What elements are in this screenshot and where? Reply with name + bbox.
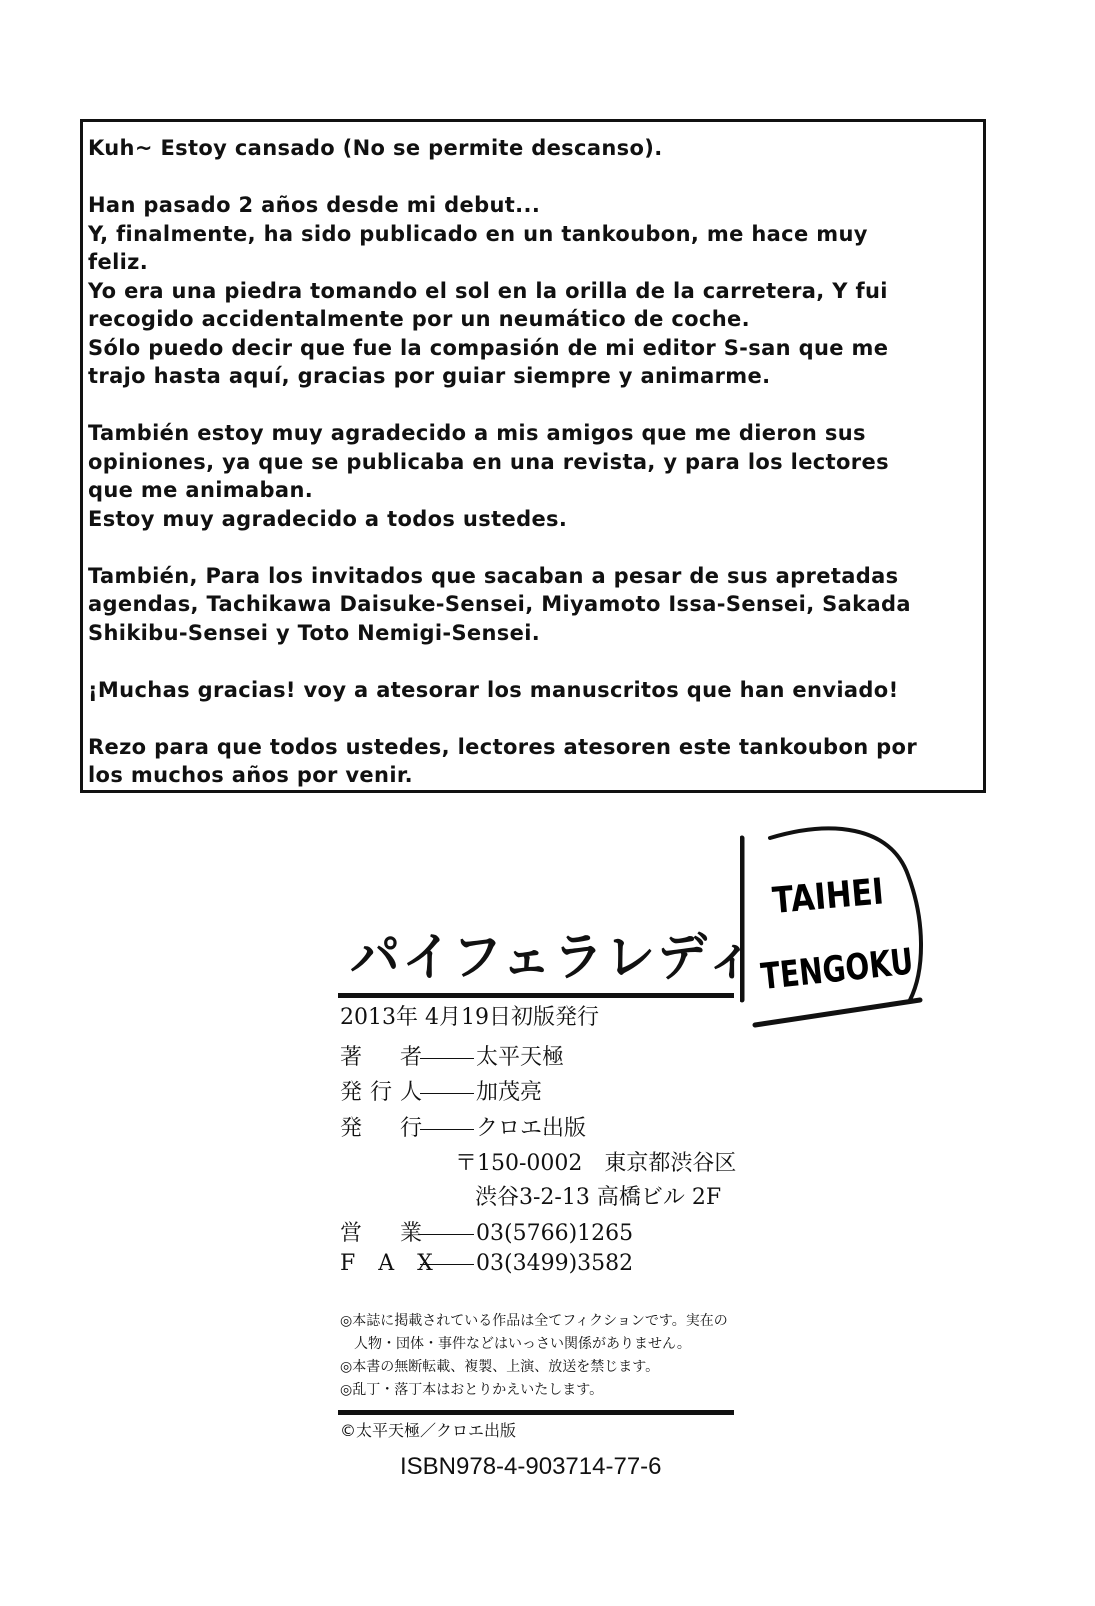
legal-note: 人物・団体・事件などはいっさい関係がありません。 [340, 1336, 691, 1352]
postal-address: 〒150-0002 東京都渋谷区 [455, 1151, 737, 1176]
dash-separator [420, 1058, 474, 1059]
publisher-person-row [340, 1075, 542, 1106]
signature-line-2: TENGOKU [758, 939, 916, 999]
legal-note: ◎乱丁・落丁本はおとりかえいたします。 [340, 1382, 604, 1398]
signature-line-1: TAIHEI [770, 869, 886, 922]
note-paragraph-6: Rezo para que todos ustedes, lectores atesoren este tankoubon por los muchos años por venir. [88, 734, 918, 787]
fax-number: 03(3499)3582 [476, 1251, 634, 1276]
legal-notes [340, 1310, 728, 1402]
release-date: 2013年 4月19日初版発行 [340, 1005, 599, 1030]
legal-note: ◎本書の無断転載、複製、上演、放送を禁じます。 [340, 1359, 660, 1375]
note-paragraph-1: Kuh~ Estoy cansado (No se permite descanso). [88, 136, 663, 160]
handwritten-signature [740, 820, 940, 1040]
note-paragraph-4: También, Para los invitados que sacaban a pesar de sus apretadas agendas, Tachikawa Daisuke-Sensei, Miyamoto Issa-Sensei, Sakada Shikibu-Sensei y Toto Nemigi-Sensei. [88, 563, 911, 645]
sales-phone: 03(5766)1265 [476, 1221, 634, 1246]
isbn: ISBN978-4-903714-77-6 [400, 1453, 662, 1480]
author-name: 太平天極 [476, 1045, 565, 1070]
publisher-name: クロエ出版 [476, 1116, 587, 1141]
legal-note: ◎本誌に掲載されている作品は全てフィクションです。実在の [340, 1313, 728, 1329]
dash-separator [420, 1264, 474, 1265]
translator-note-box [80, 119, 986, 793]
dash-separator [420, 1093, 474, 1094]
fax-label: F A X [340, 1251, 441, 1276]
publisher-label: 発 行 [340, 1116, 431, 1141]
book-title: パイフェラレディ [350, 927, 757, 988]
note-paragraph-2: Han pasado 2 años desde mi debut... Y, finalmente, ha sido publicado en un tankoubon, me hace muy feliz. Yo era una piedra tomando el sol en la orilla de la carretera, Y fui recogido accidentalmente por un neumático de coche. Sólo puedo decir que fue la compasión de mi editor S-san que me trajo hasta aquí, gracias por guiar siempre y animarme. [88, 193, 889, 388]
sales-row [340, 1216, 633, 1247]
dash-separator [420, 1129, 474, 1130]
author-row [340, 1040, 564, 1071]
author-label: 著 者 [340, 1045, 431, 1070]
top-rule [338, 993, 734, 998]
sales-label: 営 業 [340, 1221, 431, 1246]
publisher-person-name: 加茂亮 [476, 1080, 543, 1105]
bottom-rule [338, 1410, 734, 1415]
copyright-line: ©太平天極／クロエ出版 [340, 1421, 517, 1440]
publisher-row [340, 1111, 586, 1142]
note-paragraph-3: También estoy muy agradecido a mis amigos que me dieron sus opiniones, ya que se publicaba en una revista, y para los lectores que me animaban. Estoy muy agradecido a todos ustedes. [88, 421, 889, 531]
publisher-person-label: 発行人 [340, 1080, 431, 1105]
note-paragraph-5: ¡Muchas gracias! voy a atesorar los manuscritos que han enviado! [88, 677, 899, 702]
street-address: 渋谷3-2-13 高橋ビル 2F [475, 1185, 722, 1210]
fax-row [340, 1251, 633, 1276]
dash-separator [420, 1234, 474, 1235]
